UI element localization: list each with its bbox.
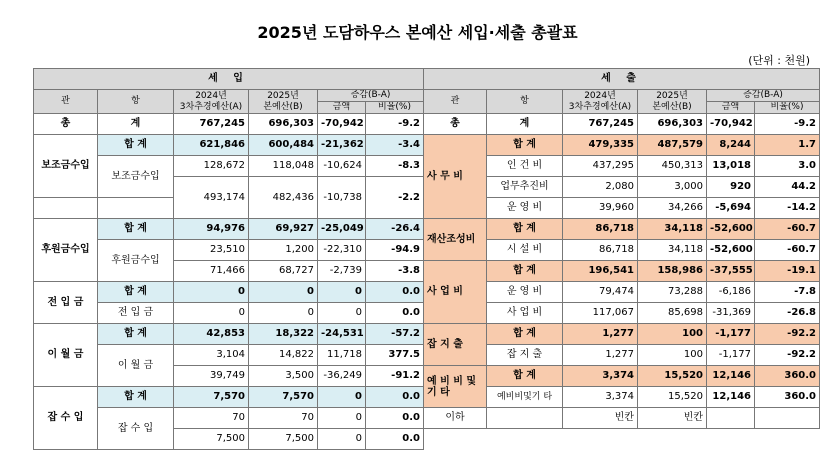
cell: 업무추진비 — [487, 177, 563, 198]
expense-gwan-misc: 잡 지 출 — [424, 324, 487, 366]
cell — [707, 408, 755, 429]
cell: 128,672 — [174, 156, 249, 177]
cell: 7,500 — [174, 429, 249, 450]
cell: -1,177 — [707, 324, 755, 345]
cell: -10,624 — [318, 156, 366, 177]
expense-amount-header: 금액 — [707, 102, 755, 114]
cell: -52,600 — [707, 240, 755, 261]
cell: 3.0 — [755, 156, 820, 177]
cell — [424, 429, 820, 450]
cell: 196,541 — [563, 261, 638, 282]
cell: 117,067 — [563, 303, 638, 324]
table-row — [34, 135, 820, 156]
cell: 8,244 — [707, 135, 755, 156]
cell: -22,310 — [318, 240, 366, 261]
cell: -60.7 — [755, 219, 820, 240]
cell: 450,313 — [638, 156, 707, 177]
cell: 7,570 — [174, 387, 249, 408]
cell: 2,080 — [563, 177, 638, 198]
cell: 86,718 — [563, 219, 638, 240]
cell: 1.7 — [755, 135, 820, 156]
cell: -31,369 — [707, 303, 755, 324]
cell: -92.2 — [755, 324, 820, 345]
cell: 0.0 — [366, 303, 424, 324]
cell: 437,295 — [563, 156, 638, 177]
cell: -70,942 — [707, 114, 755, 135]
cell: 전 입 금 — [98, 303, 174, 324]
cell: 13,018 — [707, 156, 755, 177]
cell: 7,500 — [249, 429, 318, 450]
cell: 360.0 — [755, 387, 820, 408]
cell: 39,749 — [174, 366, 249, 387]
income-gwan-transfer: 전 입 금 — [34, 282, 98, 324]
cell: 합 계 — [98, 387, 174, 408]
section-header-row — [34, 69, 820, 90]
cell: 12,146 — [707, 387, 755, 408]
cell: 운 영 비 — [487, 198, 563, 219]
expense-2024-header: 2024년 3차추경예산(A) — [563, 90, 638, 114]
cell: 0 — [318, 408, 366, 429]
cell: 23,510 — [174, 240, 249, 261]
cell: 14,822 — [249, 345, 318, 366]
cell: 3,104 — [174, 345, 249, 366]
cell: -1,177 — [707, 345, 755, 366]
cell: -92.2 — [755, 345, 820, 366]
cell: 빈칸 — [563, 408, 638, 429]
cell: 시 설 비 — [487, 240, 563, 261]
cell: -91.2 — [366, 366, 424, 387]
income-2024-header: 2024년 3차추경예산(A) — [174, 90, 249, 114]
page-title: 2025년 도담하우스 본예산 세입·세출 총괄표 — [257, 23, 578, 42]
cell: -37,555 — [707, 261, 755, 282]
income-amount-header: 금액 — [318, 102, 366, 114]
cell: 79,474 — [563, 282, 638, 303]
cell: 1,277 — [563, 324, 638, 345]
cell: -19.1 — [755, 261, 820, 282]
cell: 18,322 — [249, 324, 318, 345]
table-row — [34, 408, 820, 429]
cell: 85,698 — [638, 303, 707, 324]
cell: -5,694 — [707, 198, 755, 219]
grand-total-row — [34, 114, 820, 135]
cell: 1,200 — [249, 240, 318, 261]
cell: 15,520 — [638, 366, 707, 387]
table-row — [34, 324, 820, 345]
cell: 68,727 — [249, 261, 318, 282]
cell: -36,249 — [318, 366, 366, 387]
cell: 479,335 — [563, 135, 638, 156]
cell: 158,986 — [638, 261, 707, 282]
cell: 총 — [424, 114, 487, 135]
income-ratio-header: 비율(%) — [366, 102, 424, 114]
expense-diff-header: 증감(B-A) — [707, 90, 820, 102]
cell: 86,718 — [563, 240, 638, 261]
cell: 0.0 — [366, 408, 424, 429]
expense-header: 세 출 — [424, 69, 820, 90]
cell: 0 — [318, 387, 366, 408]
cell: -10,738 — [318, 177, 366, 219]
cell: 34,118 — [638, 240, 707, 261]
cell: -7.8 — [755, 282, 820, 303]
expense-hang-header: 항 — [487, 90, 563, 114]
cell: -9.2 — [366, 114, 424, 135]
cell: 696,303 — [638, 114, 707, 135]
cell: 493,174 — [174, 177, 249, 219]
expense-2025-header: 2025년 본예산(B) — [638, 90, 707, 114]
cell: 44.2 — [755, 177, 820, 198]
cell: -14.2 — [755, 198, 820, 219]
cell: 합 계 — [98, 282, 174, 303]
cell: 0 — [318, 429, 366, 450]
cell: 0.0 — [366, 282, 424, 303]
income-diff-header: 증감(B-A) — [318, 90, 424, 102]
cell: 71,466 — [174, 261, 249, 282]
cell: 계 — [487, 114, 563, 135]
cell: 인 건 비 — [487, 156, 563, 177]
cell: 3,000 — [638, 177, 707, 198]
cell: -26.8 — [755, 303, 820, 324]
cell: 예비비및기 타 — [487, 387, 563, 408]
cell: 377.5 — [366, 345, 424, 366]
income-gwan-carryover: 이 월 금 — [34, 324, 98, 387]
unit-label: (단위 : 천원) — [748, 54, 810, 67]
cell: 합 계 — [98, 135, 174, 156]
cell: 3,500 — [249, 366, 318, 387]
cell: 0.0 — [366, 429, 424, 450]
cell: -3.4 — [366, 135, 424, 156]
cell — [34, 198, 98, 219]
cell: 360.0 — [755, 366, 820, 387]
cell: 후원금수입 — [98, 240, 174, 282]
cell: -24,531 — [318, 324, 366, 345]
expense-ratio-header: 비율(%) — [755, 102, 820, 114]
cell: -8.3 — [366, 156, 424, 177]
cell: 42,853 — [174, 324, 249, 345]
cell: 70 — [249, 408, 318, 429]
cell: 73,288 — [638, 282, 707, 303]
income-gwan-subsidy: 보조금수입 — [34, 135, 98, 198]
cell: 34,266 — [638, 198, 707, 219]
cell: 69,927 — [249, 219, 318, 240]
cell: 운 영 비 — [487, 282, 563, 303]
income-2025-header: 2025년 본예산(B) — [249, 90, 318, 114]
cell: 합 계 — [487, 261, 563, 282]
cell: -2,739 — [318, 261, 366, 282]
cell — [487, 408, 563, 429]
cell — [755, 408, 820, 429]
cell: 합 계 — [487, 324, 563, 345]
cell: 100 — [638, 324, 707, 345]
cell: 621,846 — [174, 135, 249, 156]
expense-gwan-header: 관 — [424, 90, 487, 114]
cell: 0 — [318, 282, 366, 303]
cell: 합 계 — [98, 324, 174, 345]
cell: 767,245 — [174, 114, 249, 135]
cell: 빈칸 — [638, 408, 707, 429]
income-gwan-header: 관 — [34, 90, 98, 114]
column-header-row — [34, 90, 820, 102]
income-gwan-donation: 후원금수입 — [34, 219, 98, 282]
cell: 0 — [174, 282, 249, 303]
cell: 0.0 — [366, 387, 424, 408]
cell: 1,277 — [563, 345, 638, 366]
cell: 11,718 — [318, 345, 366, 366]
cell: 잡 수 입 — [98, 408, 174, 450]
expense-gwan-reserve: 예 비 비 및 기 타 — [424, 366, 487, 408]
cell: 600,484 — [249, 135, 318, 156]
budget-table — [33, 68, 820, 450]
cell: 0 — [318, 303, 366, 324]
cell: -52,600 — [707, 219, 755, 240]
cell: -70,942 — [318, 114, 366, 135]
cell: 12,146 — [707, 366, 755, 387]
cell: -3.8 — [366, 261, 424, 282]
cell: 합 계 — [487, 135, 563, 156]
cell: -2.2 — [366, 177, 424, 219]
total-label2: 계 — [98, 114, 174, 135]
cell: 3,374 — [563, 366, 638, 387]
cell: -57.2 — [366, 324, 424, 345]
cell: -9.2 — [755, 114, 820, 135]
cell: 39,960 — [563, 198, 638, 219]
cell: -60.7 — [755, 240, 820, 261]
expense-gwan-property: 재산조성비 — [424, 219, 487, 261]
cell: -6,186 — [707, 282, 755, 303]
total-label: 총 — [34, 114, 98, 135]
cell: 100 — [638, 345, 707, 366]
income-hang-header: 항 — [98, 90, 174, 114]
cell: 0 — [249, 282, 318, 303]
cell: -25,049 — [318, 219, 366, 240]
table-row — [34, 219, 820, 240]
cell: 보조금수입 — [98, 156, 174, 198]
cell: 잡 지 출 — [487, 345, 563, 366]
cell: -26.4 — [366, 219, 424, 240]
cell: 이하 — [424, 408, 487, 429]
cell: 34,118 — [638, 219, 707, 240]
cell: -21,362 — [318, 135, 366, 156]
cell: 487,579 — [638, 135, 707, 156]
cell: 3,374 — [563, 387, 638, 408]
cell: 482,436 — [249, 177, 318, 219]
cell — [98, 198, 174, 219]
cell: 이 월 금 — [98, 345, 174, 387]
cell: 0 — [249, 303, 318, 324]
cell: 767,245 — [563, 114, 638, 135]
cell: 합 계 — [487, 366, 563, 387]
cell: 70 — [174, 408, 249, 429]
cell: 94,976 — [174, 219, 249, 240]
cell: 7,570 — [249, 387, 318, 408]
income-gwan-misc: 잡 수 입 — [34, 387, 98, 450]
expense-gwan-project: 사 업 비 — [424, 261, 487, 324]
cell: 118,048 — [249, 156, 318, 177]
cell: 696,303 — [249, 114, 318, 135]
cell: -94.9 — [366, 240, 424, 261]
cell: 합 계 — [487, 219, 563, 240]
expense-gwan-office: 사 무 비 — [424, 135, 487, 219]
cell: 920 — [707, 177, 755, 198]
income-header: 세 입 — [34, 69, 424, 90]
cell: 0 — [174, 303, 249, 324]
cell: 사 업 비 — [487, 303, 563, 324]
cell: 15,520 — [638, 387, 707, 408]
cell: 합 계 — [98, 219, 174, 240]
